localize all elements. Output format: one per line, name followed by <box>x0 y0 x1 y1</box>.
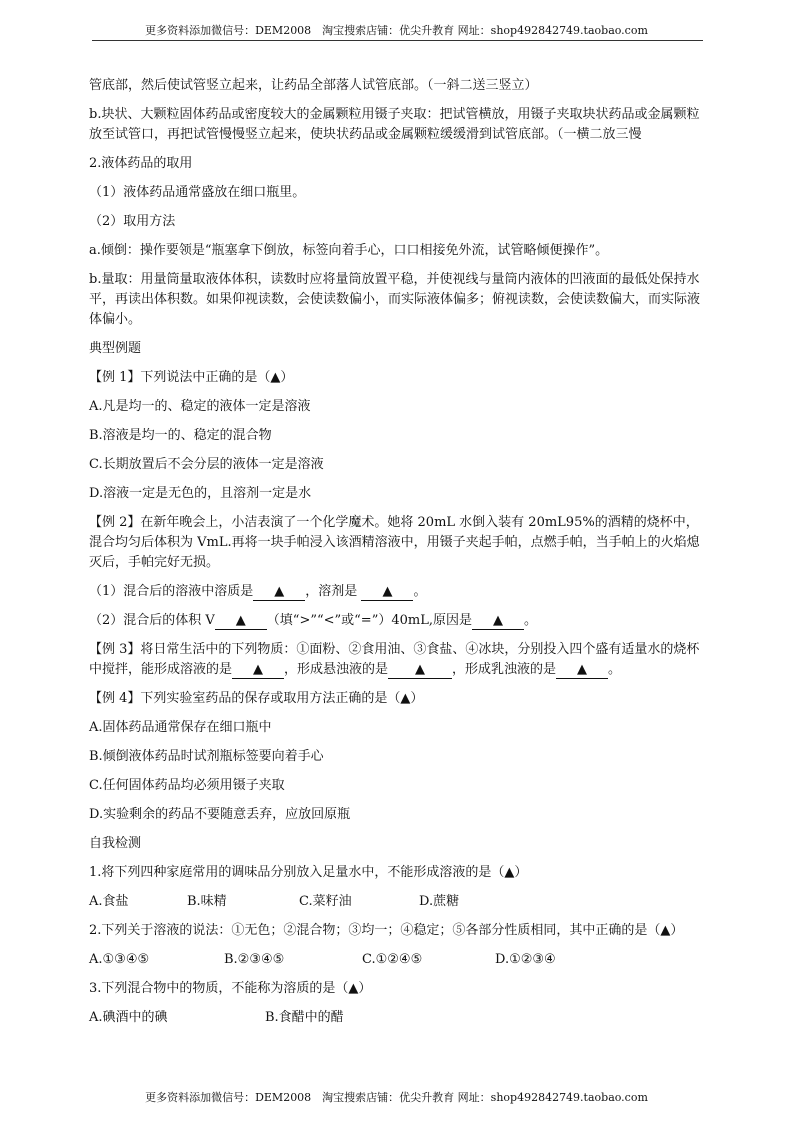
paragraph: 管底部，然后使试管竖立起来，让药品全部落人试管底部。（一斜二送三竖立） <box>89 78 538 93</box>
test-question: 1.将下列四种家庭常用的调味品分别放入足量水中，不能形成溶液的是（▲） <box>89 865 528 880</box>
option: B.倾倒液体药品时试剂瓶标签要向着手心 <box>89 749 324 764</box>
text: 。 <box>413 584 427 599</box>
example-question: 【例 4】下列实验室药品的保存或取用方法正确的是（▲） <box>89 691 424 706</box>
text: （2）混合后的体积 V <box>89 613 215 628</box>
text: 。 <box>524 613 538 628</box>
text: 【例 3】将日常生活中的下列物质：①面粉、②食用油、③食盐、④冰块，分别投入四个盛有适量水的烧杯中搅拌，能形成溶液的是 <box>89 642 700 677</box>
answer-blank: ▲ <box>361 584 413 601</box>
option: C.任何固体药品均必须用镊子夹取 <box>89 778 285 793</box>
option: A.食盐 <box>89 894 129 909</box>
option: C.长期放置后不会分层的液体一定是溶液 <box>89 457 324 472</box>
paragraph: （1）液体药品通常盛放在细口瓶里。 <box>89 185 306 200</box>
option-row <box>89 950 707 970</box>
answer-blank: ▲ <box>388 662 452 679</box>
option-row <box>89 1008 707 1028</box>
option: D.①②③④ <box>495 952 556 967</box>
paragraph: a.倾倒：操作要领是“瓶塞拿下倒放，标签向着手心，口口相接免外流，试管略倾便操作”。 <box>89 243 609 258</box>
answer-blank: ▲ <box>472 613 524 630</box>
option: A.固体药品通常保存在细口瓶中 <box>89 720 272 735</box>
test-question: 3.下列混合物中的物质，不能称为溶质的是（▲） <box>89 981 372 996</box>
text: （填“>”“<”或“=”）40mL,原因是 <box>266 613 472 628</box>
option: B.②③④⑤ <box>224 952 285 967</box>
option-row <box>89 892 707 912</box>
example-question: 【例 1】下列说法中正确的是（▲） <box>89 370 294 385</box>
option: B.溶液是均一的、稳定的混合物 <box>89 428 272 443</box>
option: A.①③④⑤ <box>89 952 150 967</box>
paragraph: b.块状、大颗粒固体药品或密度较大的金属颗粒用镊子夹取：把试管横放，用镊子夹取块状药品或金属颗粒放至试管口，再把试管慢慢竖立起来，使块状药品或金属颗粒缓缓滑到试管底部。（一横二放三慢 <box>89 107 700 142</box>
text: ，形成悬浊液的是 <box>284 662 389 677</box>
page-footer: 更多资料添加微信号：DEM2008 淘宝搜索店铺：优尖升教育 网址：shop492842749.taobao.com <box>145 1091 648 1104</box>
fill-in-line <box>89 582 707 602</box>
option: B.味精 <box>187 894 227 909</box>
option: B.食醋中的醋 <box>265 1010 344 1025</box>
option: A.碘酒中的碘 <box>89 1010 168 1025</box>
text: 。 <box>608 662 622 677</box>
document-body <box>89 76 707 1037</box>
text: ，形成乳浊液的是 <box>452 662 557 677</box>
answer-blank: ▲ <box>253 584 305 601</box>
section-heading: 2.液体药品的取用 <box>89 156 193 171</box>
answer-blank: ▲ <box>556 662 608 679</box>
page-header: 更多资料添加微信号：DEM2008 淘宝搜索店铺：优尖升教育 网址：shop492842749.taobao.com <box>145 24 648 37</box>
section-heading: 典型例题 <box>89 341 142 356</box>
option: D.溶液一定是无色的，且溶剂一定是水 <box>89 486 312 501</box>
answer-blank: ▲ <box>215 613 267 630</box>
option: D.蔗糖 <box>419 894 460 909</box>
text: ，溶剂是 <box>305 584 358 599</box>
option: C.①②④⑤ <box>362 952 423 967</box>
option: D.实验剩余的药品不要随意丢弃，应放回原瓶 <box>89 807 351 822</box>
option: C.菜籽油 <box>299 894 352 909</box>
fill-in-line <box>89 611 707 631</box>
example-question: 【例 2】在新年晚会上，小洁表演了一个化学魔术。她将 20mL 水倒入装有 20mL95%的酒精的烧杯中，混合均匀后体积为 VmL.再将一块手帕浸入该酒精溶液中，用镊子夹起手帕，点燃手帕，当手帕上的火焰熄灭后，手帕完好无损。 <box>89 515 700 570</box>
section-heading: 自我检测 <box>89 836 142 851</box>
text: （1）混合后的溶液中溶质是 <box>89 584 254 599</box>
header-divider <box>92 40 703 41</box>
paragraph: （2）取用方法 <box>89 214 176 229</box>
answer-blank: ▲ <box>232 662 284 679</box>
paragraph: b.量取：用量筒量取液体体积，读数时应将量筒放置平稳，并使视线与量筒内液体的凹液面的最低处保持水平，再读出体积数。如果仰视读数，会使读数偏小，而实际液体偏多；俯视读数，会使读数偏大，而实际液体偏小。 <box>89 272 701 327</box>
option: A.凡是均一的、稳定的液体一定是溶液 <box>89 399 311 414</box>
test-question: 2.下列关于溶液的说法：①无色；②混合物；③均一；④稳定；⑤各部分性质相同，其中正确的是（▲） <box>89 923 684 938</box>
example-question <box>89 640 707 680</box>
